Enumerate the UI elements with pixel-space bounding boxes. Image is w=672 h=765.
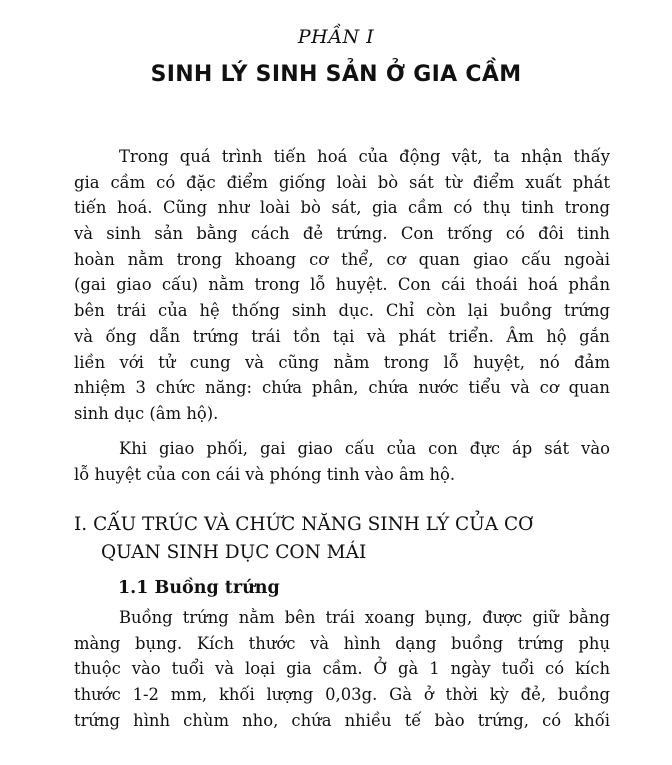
text-line: sinh dục (âm hộ). xyxy=(74,403,219,423)
part-label: PHẦN I xyxy=(297,26,375,48)
text-line: màng bụng. Kích thước và hình dạng buồng trứng phụ xyxy=(74,633,610,653)
text-line: bên trái của hệ thống sinh dục. Chỉ còn lại buồng trứng xyxy=(74,301,610,321)
text-line: hoàn nằm trong khoang cơ thể, cơ quan giao cấu ngoài xyxy=(74,249,610,269)
section-heading-line: I. CẤU TRÚC VÀ CHỨC NĂNG SINH LÝ CỦA CƠ xyxy=(74,514,534,535)
text-line: thước 1-2 mm, khối lượng 0,03g. Gà ở thời kỳ đẻ, buồng xyxy=(74,685,610,705)
text-line: Trong quá trình tiến hoá của động vật, ta nhận thấy xyxy=(119,147,610,166)
intro-paragraph-1 xyxy=(74,144,610,427)
text-line: và sinh sản bằng cách đẻ trứng. Con trống có đôi tinh xyxy=(74,224,610,244)
text-line: Buồng trứng nằm bên trái xoang bụng, được giữ bằng xyxy=(119,608,610,627)
text-line: (gai giao cấu) nằm trong lỗ huyệt. Con cái thoái hoá phần xyxy=(74,275,610,295)
intro-paragraph-2 xyxy=(74,436,610,487)
text-line: tiến hoá. Cũng như loài bò sát, gia cầm có thụ tinh trong xyxy=(74,198,610,218)
text-line: lỗ huyệt của con cái và phóng tinh vào âm hộ. xyxy=(74,464,456,484)
section-heading xyxy=(74,511,614,567)
section-heading-line: QUAN SINH DỤC CON MÁI xyxy=(101,542,367,563)
subsection-heading: 1.1 Buồng trứng xyxy=(118,578,280,598)
subsection-paragraph xyxy=(74,605,610,733)
text-line: Khi giao phối, gai giao cấu của con đực áp sát vào xyxy=(119,439,610,458)
text-line: thuộc vào tuổi và loại gia cầm. Ở gà 1 ngày tuổi có kích xyxy=(74,659,610,679)
text-line: liền với tử cung và cũng nằm trong lỗ huyệt, nó đảm xyxy=(74,352,610,372)
text-line: gia cầm có đặc điểm giống loài bò sát từ điểm xuất phát xyxy=(74,172,610,192)
text-line: và ống dẫn trứng trái tồn tại và phát triển. Âm hộ gắn xyxy=(74,326,610,346)
chapter-title: SINH LÝ SINH SẢN Ở GIA CẦM xyxy=(150,62,522,87)
text-line: trứng hình chùm nho, chứa nhiều tế bào trứng, có khối xyxy=(74,710,610,730)
text-line: nhiệm 3 chức năng: chứa phân, chứa nước tiểu và cơ quan xyxy=(74,378,610,398)
